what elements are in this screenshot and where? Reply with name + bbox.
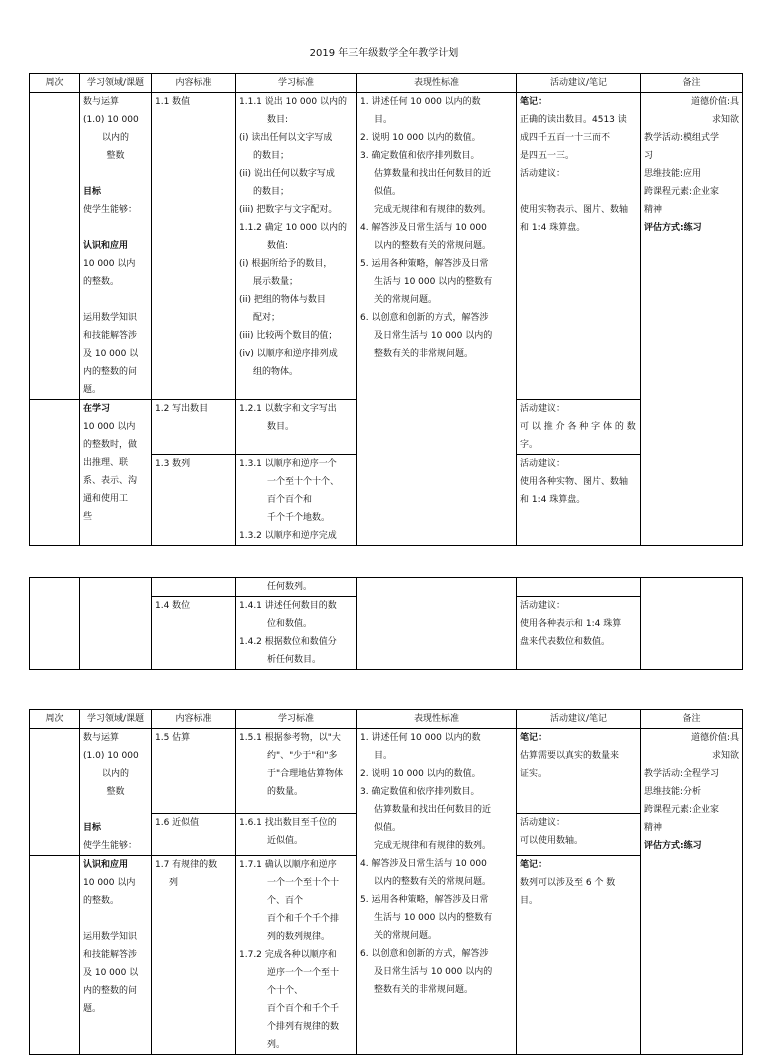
learning-cell: 1.7.1 确认以顺序和逆序 一个一个至十个十 个、百个 百个和千个千个排 列的数列规律。 1.7.2 完成各种以顺序和 逆序一个一个至十 个十个、 百个百个和千个千 个排列有规律的数 列。: [236, 856, 357, 1055]
header-learning: 学习标准: [236, 710, 357, 729]
header-domain: 学习领域/课题: [80, 74, 152, 93]
plan-table-3: [29, 709, 743, 1055]
content-cell: [152, 578, 236, 597]
table-row: [30, 93, 743, 400]
header-performance: 表现性标准: [357, 710, 517, 729]
learning-cell: 1.2.1 以数字和文字写出 数目。: [236, 400, 357, 455]
performance-cell: 1. 讲述任何 10 000 以内的数 目。 2. 说明 10 000 以内的数值。 3. 确定数值和依序排列数目。 估算数量和找出任何数目的近 似值。 完成无规律和有规律的数列。 4. 解答涉及日常生活与 10 000 以内的整数有关的常规问题。 5. 运用各种策略，解答涉及日常 生活与 10 000 以内的整数有 关的常规问题。 6. 以创意和创新的方式，解答涉 及日常生活与 10 000 以内的 整数有关的非常规问题。: [357, 93, 517, 546]
notes-cell: 道德价值:具 求知欲 教学活动:全程学习 思维技能:分析 跨课程元素:企业家 精神 评估方式:练习: [641, 729, 743, 1055]
activity-cell: 活动建议： 使用各种表示和 1:4 珠算 盘来代表数位和数值。: [517, 597, 641, 670]
header-week: 周次: [30, 710, 80, 729]
plan-table-2: [29, 577, 743, 670]
content-cell: 1.6 近似值: [152, 814, 236, 856]
table-row: [30, 578, 743, 597]
domain-cell: [80, 578, 152, 670]
learning-cell: 1.3.1 以顺序和逆序一个 一个至十个十个、 百个百个和 千个千个地数。 1.3.2 以顺序和逆序完成: [236, 455, 357, 546]
header-performance: 表现性标准: [357, 74, 517, 93]
content-cell: 1.3 数列: [152, 455, 236, 546]
week-cell: [30, 93, 80, 400]
domain-cell: 认识和应用 10 000 以内 的整数。 运用数学知识 和技能解答涉 及 10 000 以 内的整数的问 题。: [80, 856, 152, 1055]
domain-cell: 数与运算 (1.0) 10 000 以内的 整数 目标 使学生能够： 认识和应用 10 000 以内 的整数。 运用数学知识 和技能解答涉 及 10 000 以 内的整数的问 题。: [80, 93, 152, 400]
header-learning: 学习标准: [236, 74, 357, 93]
learning-cell: 任何数列。: [236, 578, 357, 597]
table-header-row: [30, 74, 743, 93]
learning-cell: 1.5.1 根据参考物，以"大 约"、"少于"和"多 于"合理地估算物体 的数量。: [236, 729, 357, 814]
page-title: 2019 年三年级数学全年教学计划: [309, 48, 459, 59]
content-cell: 1.1 数值: [152, 93, 236, 400]
header-activity: 活动建议/笔记: [517, 74, 641, 93]
activity-cell: [517, 578, 641, 597]
content-cell: 1.2 写出数目: [152, 400, 236, 455]
activity-cell: 活动建议： 使用各种实物、图片、数轴 和 1:4 珠算盘。: [517, 455, 641, 546]
domain-cell: 在学习 10 000 以内 的整数时，做 出推理、联 系、表示、沟 通和使用工 些: [80, 400, 152, 546]
plan-table-1: [29, 73, 743, 546]
header-notes: 备注: [641, 74, 743, 93]
activity-cell: 笔记： 正确的读出数目。4513 读 成四千五百一十三而不 是四五一三。 活动建议： 使用实物表示、图片、数轴 和 1:4 珠算盘。: [517, 93, 641, 400]
week-cell: [30, 856, 80, 1055]
activity-cell: 活动建议： 可 以 推 介 各 种 字 体 的 数 字。: [517, 400, 641, 455]
header-content: 内容标准: [152, 74, 236, 93]
notes-cell: [641, 578, 743, 670]
table-header-row: [30, 710, 743, 729]
header-domain: 学习领域/课题: [80, 710, 152, 729]
activity-cell: 笔记： 数列可以涉及至 6 个 数 目。: [517, 856, 641, 1055]
performance-cell: [357, 578, 517, 670]
domain-cell: 数与运算 (1.0) 10 000 以内的 整数 目标 使学生能够：: [80, 729, 152, 856]
activity-cell: 活动建议： 可以使用数轴。: [517, 814, 641, 856]
header-activity: 活动建议/笔记: [517, 710, 641, 729]
notes-cell: 道德价值:具 求知欲 教学活动:模组式学 习 思维技能:应用 跨课程元素:企业家 精神 评估方式:练习: [641, 93, 743, 546]
content-cell: 1.5 估算: [152, 729, 236, 814]
week-cell: [30, 578, 80, 670]
content-cell: 1.7 有规律的数 列: [152, 856, 236, 1055]
header-week: 周次: [30, 74, 80, 93]
activity-cell: 笔记： 估算需要以真实的数量来 证实。: [517, 729, 641, 814]
learning-cell: 1.6.1 找出数目至千位的 近似值。: [236, 814, 357, 856]
content-cell: 1.4 数位: [152, 597, 236, 670]
performance-cell: 1. 讲述任何 10 000 以内的数 目。 2. 说明 10 000 以内的数值。 3. 确定数值和依序排列数目。 估算数量和找出任何数目的近 似值。 完成无规律和有规律的数列。 4. 解答涉及日常生活与 10 000 以内的整数有关的常规问题。 5. 运用各种策略，解答涉及日常 生活与 10 000 以内的整数有 关的常规问题。 6. 以创意和创新的方式，解答涉 及日常生活与 10 000 以内的 整数有关的非常规问题。: [357, 729, 517, 1055]
header-content: 内容标准: [152, 710, 236, 729]
learning-cell: 1.4.1 讲述任何数目的数 位和数值。 1.4.2 根据数位和数值分 析任何数目。: [236, 597, 357, 670]
table-row: [30, 729, 743, 814]
week-cell: [30, 729, 80, 856]
week-cell: [30, 400, 80, 546]
learning-cell: 1.1.1 说出 10 000 以内的 数目: (i) 读出任何以文字写成 的数目； (ii) 说出任何以数字写成 的数目； (iii) 把数字与文字配对。 1.1.2 确定 10 000 以内的 数值: (i) 根据所给予的数目， 展示数量； (ii) 把组的物体与数目 配对； (iii) 比较两个数目的值； (iv) 以顺序和逆序排列成 组的物体。: [236, 93, 357, 400]
header-notes: 备注: [641, 710, 743, 729]
